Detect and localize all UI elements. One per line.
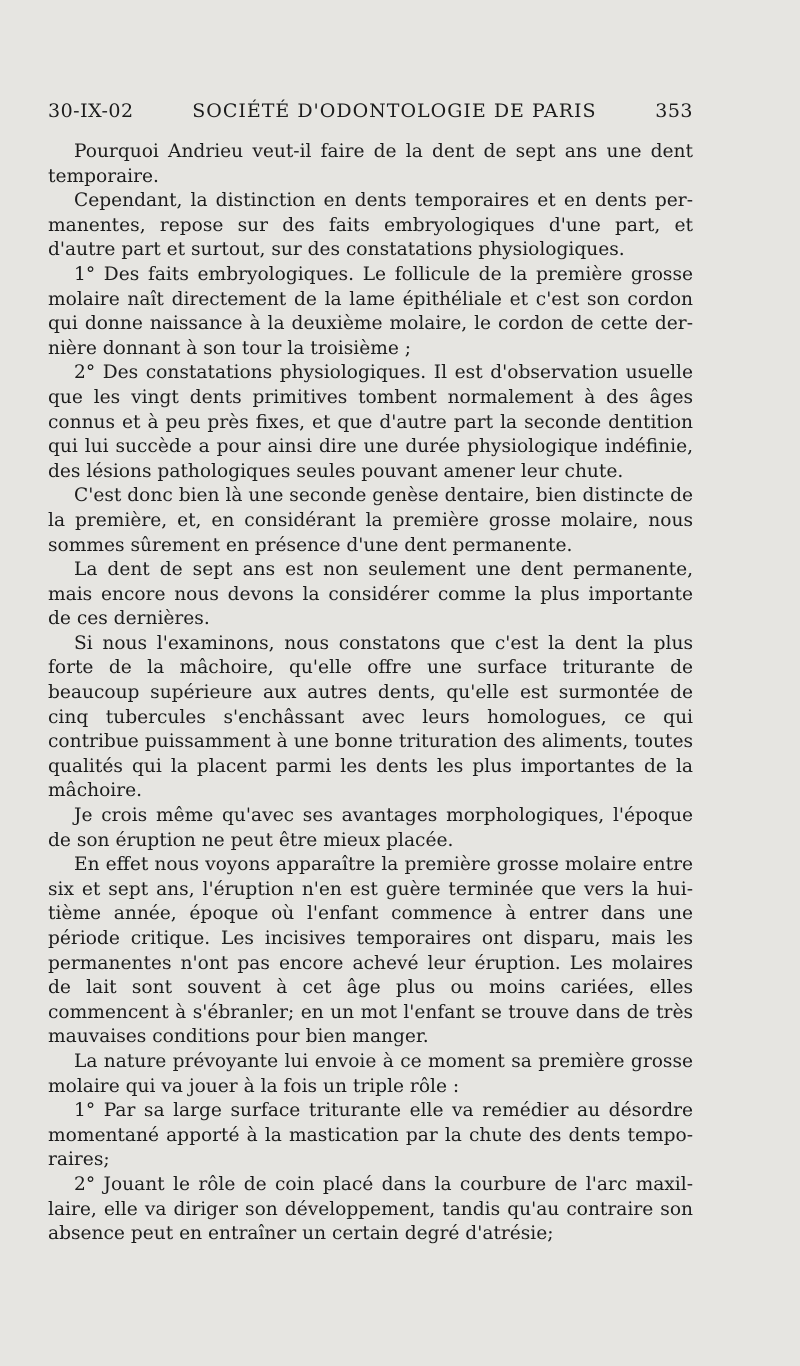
paragraph: 1° Des faits embryologiques. Le follicule de la première grosse molaire naît directement de la lame épithéliale et c'est son cordon qui donne naissance à la deuxième molaire, le cordon de cette dernière donnant à son tour la troisième ; <box>48 263 693 359</box>
paragraph: Je crois même qu'avec ses avantages morphologiques, l'époque de son éruption ne peut être mieux placée. <box>48 805 693 851</box>
body-text <box>48 140 693 1247</box>
paragraph: 2° Jouant le rôle de coin placé dans la courbure de l'arc maxillaire, elle va diriger son développement, tandis qu'au contraire son absence peut en entraîner un certain degré d'atrésie; <box>48 1173 693 1245</box>
page-number: 353 <box>655 100 693 122</box>
paragraph: C'est donc bien là une seconde genèse dentaire, bien distincte de la première, et, en considérant la première grosse molaire, nous sommes sûrement en présence d'une dent permanente. <box>48 485 693 556</box>
paragraph: La nature prévoyante lui envoie à ce moment sa première grosse molaire qui va jouer à la fois un triple rôle : <box>48 1050 693 1097</box>
paragraph: 1° Par sa large surface triturante elle va remédier au désordre momentané apporté à la mastication par la chute des dents temporaires; <box>48 1100 693 1171</box>
paragraph: La dent de sept ans est non seulement une dent permanente, mais encore nous devons la considérer comme la plus importante de ces dernières. <box>48 559 693 630</box>
paragraph: Si nous l'examinons, nous constatons que c'est la dent la plus forte de la mâchoire, qu'elle offre une surface triturante de beaucoup supérieure aux autres dents, qu'elle est surmontée de cinq tubercules s'enchâssant avec leurs homologues, ce qui contribue puissamment à une bonne trituration des aliments, toutes qualités qui la placent parmi les dents les plus importantes de la mâchoire. <box>48 632 693 802</box>
paragraph: Cependant, la distinction en dents temporaires et en dents permanentes, repose sur des faits embryologiques d'une part, et d'autre part et surtout, sur des constatations physiologiques. <box>48 190 693 261</box>
paragraph: Pourquoi Andrieu veut-il faire de la dent de sept ans une dent temporaire. <box>48 141 693 187</box>
paragraph: 2° Des constatations physiologiques. Il est d'observation usuelle que les vingt dents primitives tombent normalement à des âges connus et à peu près fixes, et que d'autre part la seconde dentition qui lui succède a pour ainsi dire une durée physiologique indéfinie, des lésions pathologiques seules pouvant amener leur chute. <box>48 362 693 482</box>
header-journal-title: SOCIÉTÉ D'ODONTOLOGIE DE PARIS <box>192 100 597 122</box>
header-date: 30-IX-02 <box>48 100 134 122</box>
running-header <box>48 100 693 140</box>
paragraph: En effet nous voyons apparaître la première grosse molaire entre six et sept ans, l'éruption n'en est guère terminée que vers la huitième année, époque où l'enfant commence à entrer dans une période critique. Les incisives temporaires ont disparu, mais les permanentes n'ont pas encore achevé leur éruption. Les molaires de lait sont souvent à cet âge plus ou moins cariées, elles commencent à s'ébranler; en un mot l'enfant se trouve dans de très mauvaises conditions pour bien manger. <box>48 854 693 1048</box>
